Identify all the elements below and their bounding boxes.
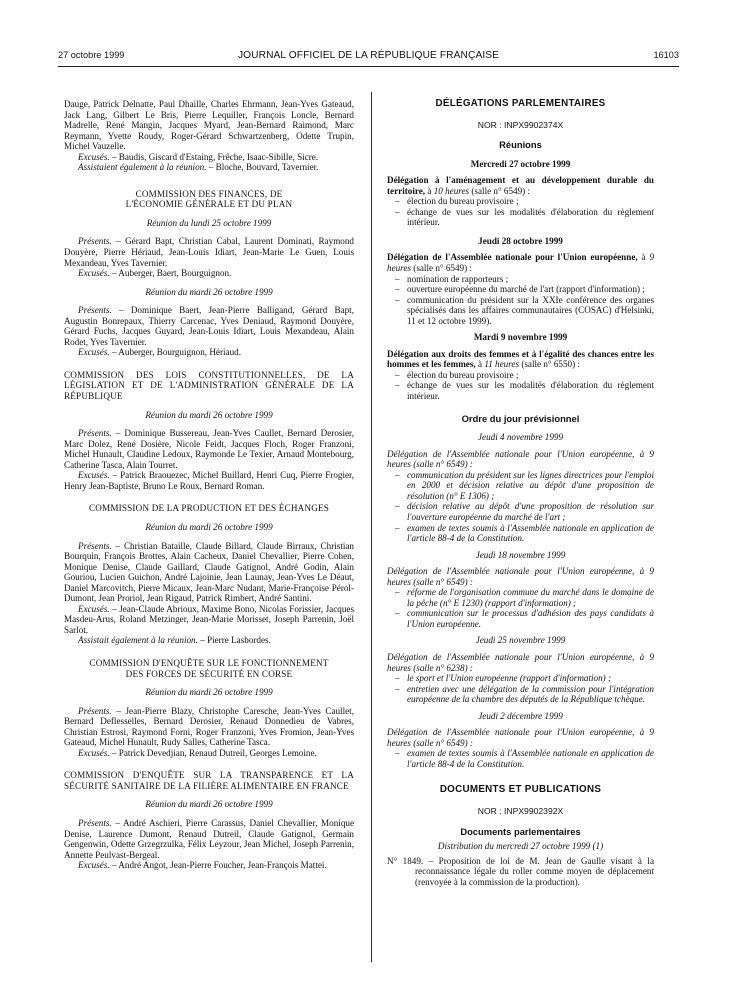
- agenda-item: – échange de vues sur les modalités d'élaboration du règlement intérieur.: [387, 380, 654, 401]
- lois-presents: Présents. – Dominique Bussereau, Jean-Yves Caullet, Bernard Derosier, Marc Dolez, René Dosière, Nicole Feidt, Jacques Floch, Roger Franzoni, Michel Hunault, Claudine Ledoux, Raymonde Le Texier, Arnaud Montebourg, Catherine Tasca, Alain Tourret.: [64, 428, 354, 470]
- agenda-item: – élection du bureau provisoire ;: [387, 196, 654, 207]
- odj-4-agenda: [387, 748, 654, 769]
- odj-3-agenda: [387, 673, 654, 705]
- finances-reunion-2: Réunion du mardi 26 octobre 1999: [145, 286, 273, 297]
- delegation-femmes-agenda: [387, 370, 654, 402]
- right-column: [387, 99, 654, 887]
- delegation-amenagement-agenda: [387, 196, 654, 228]
- agenda-item: – échange de vues sur les modalités d'élaboration du règlement intérieur.: [387, 207, 654, 228]
- agenda-item: – communication du président sur les lignes directrices pour l'emploi en 2000 et décision relative au dépôt d'une proposition de résolution (n° E 1306) ;: [387, 470, 654, 502]
- finances-presents-1: Présents. – Gérard Bapt, Christian Cabal, Laurent Dominati, Raymond Douyère, Pierre Hériaud, Jean-Louis Idiart, Jean-Marie Le Guen, Louis Mexandeau, Yves Tavernier.: [64, 236, 354, 268]
- finances-title: COMMISSION DES FINANCES, DE L'ÉCONOMIE GÉNÉRALE ET DU PLAN: [125, 188, 293, 210]
- finances-reunion-1: Réunion du lundi 25 octobre 1999: [146, 217, 272, 228]
- reunions-heading: Réunions: [499, 139, 542, 151]
- agenda-item: – examen de textes soumis à l'Assemblée nationale en application de l'article 88-4 de la Constitution.: [387, 748, 654, 769]
- distribution-line: Distribution du mercredi 27 octobre 1999 (1): [437, 841, 604, 852]
- alimentaire-presents: Présents. – André Aschieri, Pierre Carassus, Daniel Chevallier, Monique Denise, Laurence Dumont, Renaud Dutreil, Claude Gatignol, Germain Gengenwin, Odette Grzegrzulka, Félix Leyzour, Jean Michel, Joseph Parrenin, Annette Peulvast-Bergeal.: [64, 817, 354, 860]
- production-title: COMMISSION DE LA PRODUCTION ET DES ÉCHANGES: [88, 503, 330, 514]
- agenda-item: – ouverture européenne du marché de l'art (rapport d'information) ;: [387, 284, 654, 295]
- odj-2-title: Délégation de l'Assemblée nationale pour l'Union européenne, à 9 heures (salle n° 6549) :: [387, 566, 654, 587]
- date-jeudi-4-nov: Jeudi 4 novembre 1999: [477, 432, 564, 443]
- header-rule: [58, 66, 679, 67]
- documents-parlementaires-heading: Documents parlementaires: [460, 825, 581, 837]
- odj-4-title: Délégation de l'Assemblée nationale pour l'Union européenne, à 9 heures (salle n° 6549) :: [387, 727, 654, 748]
- date-mercredi-27: Mercredi 27 octobre 1999: [470, 158, 571, 169]
- lois-title: COMMISSION DES LOIS CONSTITUTIONNELLES, DE LA LÉGISLATION ET DE L'ADMINISTRATION GÉNÉRALE DE LA RÉPUBLIQUE: [64, 369, 354, 402]
- corse-presents: Présents. – Jean-Pierre Blazy, Christophe Caresche, Jean-Yves Caullet, Bernard Deflesselles, Bernard Derosier, Renaud Donnedieu de Vabres, Christian Estrosi, Raymond Forni, Roger Franzoni, Yves Fromion, Jean-Yves Gateaud, Michel Hunault, Rudy Salles, Catherine Tasca.: [64, 705, 354, 748]
- alimentaire-reunion: Réunion du mardi 26 octobre 1999: [145, 799, 273, 810]
- agenda-item: – élection du bureau provisoire ;: [387, 370, 654, 381]
- intro-paragraph: Dauge, Patrick Delnatte, Paul Dhaille, Charles Ehrmann, Jean-Yves Gateaud, Jack Lang, Gilbert Le Bris, Pierre Lequiller, François Loncle, Bernard Madrelle, René Mangin, Jacques Myard, Jean-Bernard Raimond, Marc Reymann, Yvette Roudy, Roger-Gérard Schwartzenberg, Odette Trupin, Michel Vauzelle.: [64, 99, 354, 152]
- agenda-item: – communication du président sur la XXIe conférence des organes spécialisés dans les affaires communautaires (COSAC) d'Helsinki, 11 et 12 octobre 1999).: [387, 295, 654, 327]
- odj-1-agenda: [387, 470, 654, 544]
- agenda-item: – entretien avec une délégation de la commission pour l'intégration européenne de la chambre des députés de la République tchèque.: [387, 684, 654, 705]
- delegation-ue: Délégation de l'Assemblée nationale pour l'Union européenne, à 9 heures (salle n° 6549) :: [387, 252, 654, 274]
- odj-3-title: Délégation de l'Assemblée nationale pour l'Union européenne, à 9 heures (salle n° 6238) :: [387, 651, 654, 673]
- agenda-item: – examen de textes soumis à l'Assemblée nationale en application de l'article 88-4 de la Constitution.: [387, 523, 654, 544]
- finances-presents-2: Présents. – Dominique Baert, Jean-Pierre Balligand, Gérard Bapt, Augustin Bonrepaux, Thierry Carcenac, Yves Deniaud, Raymond Douyère, Gérard Fuchs, Jacques Guyard, Jean-Louis Idiart, Louis Mexandeau, Alain Rodet, Yves Tavernier.: [64, 305, 354, 347]
- delegation-ue-agenda: [387, 274, 654, 327]
- production-reunion: Réunion du mardi 26 octobre 1999: [145, 521, 273, 532]
- agenda-item: – nomination de rapporteurs ;: [387, 274, 654, 285]
- intro-excuses: Excusés. – Baudis, Giscard d'Estaing, Frêche, Isaac-Sibille, Sicre.: [78, 151, 319, 162]
- production-assist: Assistait également à la réunion. – Pierre Lasbordes.: [78, 635, 271, 646]
- date-mardi-9: Mardi 9 novembre 1999: [473, 332, 568, 343]
- delegations-nor: NOR : INPX9902374X: [477, 119, 564, 130]
- agenda-item: – communication sur le processus d'adhésion des pays candidats à l'Union européenne.: [387, 608, 654, 629]
- column-divider: [371, 92, 372, 962]
- ordre-du-jour-heading: Ordre du jour prévisionnel: [461, 412, 580, 424]
- odj-1-title: Délégation de l'Assemblée nationale pour l'Union européenne, à 9 heures (salle n° 6549) :: [387, 448, 654, 470]
- documents-heading: DOCUMENTS ET PUBLICATIONS: [439, 784, 602, 796]
- date-jeudi-2-dec: Jeudi 2 décembre 1999: [478, 710, 563, 721]
- date-jeudi-18-nov: Jeudi 18 novembre 1999: [475, 549, 566, 560]
- corse-excuses: Excusés. – Patrick Devedjian, Renaud Dutreil, Georges Lemoine.: [78, 747, 317, 758]
- date-jeudi-25-nov: Jeudi 25 novembre 1999: [475, 635, 566, 646]
- odj-2-agenda: [387, 587, 654, 629]
- intro-assist: Assistaient également à la réunion. – Bloche, Bouvard, Tavernier.: [78, 162, 319, 173]
- production-presents: Présents. – Christian Bataille, Claude Billard, Claude Birraux, Christian Bourquin, François Brottes, Alain Cacheux, Daniel Chevallier, Pierre Cohen, Monique Denise, Claude Gaillard, Claude Gatignol, André Godin, Alain Gouriou, Lucien Guichon, André Lajoinie, Jean Launay, Jean-Yves Le Déaut, Daniel Marcovitch, Pierre Micaux, Jean-Marc Nudant, Marie-Françoise Pérol-Dumont, Jean Proriol, Jean Rigaud, Patrick Rimbert, André Santini.: [64, 540, 354, 604]
- date-jeudi-28: Jeudi 28 octobre 1999: [478, 235, 563, 246]
- documents-nor: NOR : INPX9902392X: [477, 805, 564, 816]
- delegation-amenagement: Délégation à l'aménagement et au développement durable du territoire, à 10 heures (salle n° 6549) :: [387, 175, 654, 196]
- agenda-item: – le sport et l'Union européenne (rapport d'information) ;: [387, 673, 654, 684]
- alimentaire-excuses: Excusés. – André Angot, Jean-Pierre Foucher, Jean-François Mattei.: [78, 860, 327, 871]
- left-column: [64, 99, 354, 871]
- lois-reunion: Réunion du mardi 26 octobre 1999: [145, 409, 273, 420]
- delegation-femmes: Délégation aux droits des femmes et à l'égalité des chances entre les hommes et les femmes, à 11 heures (salle n° 6550) :: [387, 348, 654, 370]
- finances-excuses-1: Excusés. – Auberger, Baert, Bourguignon.: [78, 268, 232, 279]
- page-header: [58, 50, 679, 66]
- agenda-item: – réforme de l'organisation commune du marché dans le domaine de la pêche (n° E 1230) (rapport d'information) ;: [387, 587, 654, 608]
- alimentaire-title: COMMISSION D'ENQUÊTE SUR LA TRANSPARENCE ET LA SÉCURITÉ SANITAIRE DE LA FILIÈRE ALIMENTAIRE EN FRANCE: [64, 770, 354, 791]
- delegations-heading: DÉLÉGATIONS PARLEMENTAIRES: [435, 98, 606, 109]
- document-item-1849: N° 1849. – Proposition de loi de M. Jean de Gaulle visant à la reconnaissance légale du roller comme moyen de déplacement (renvoyée à la commission de la production).: [387, 855, 654, 887]
- finances-excuses-2: Excusés. – Auberger, Bourguignon, Hériaud.: [78, 347, 242, 358]
- header-date: 27 octobre 1999: [58, 50, 125, 60]
- corse-reunion: Réunion du mardi 26 octobre 1999: [145, 687, 273, 698]
- production-excuses: Excusés. – Jean-Claude Abrioux, Maxime Bono, Nicolas Forissier, Jacques Masdeu-Arus, Roland Metzinger, Jean-Marie Morisset, Joseph Parrenin, Joël Sarlot.: [64, 603, 354, 635]
- journal-title: JOURNAL OFFICIEL DE LA RÉPUBLIQUE FRANÇAISE: [237, 50, 500, 61]
- page-number: 16103: [653, 50, 679, 60]
- lois-excuses: Excusés. – Patrick Braouezec, Michel Buillard, Henri Cuq, Pierre Frogier, Henry Jean-Baptiste, Bruno Le Roux, Bernard Roman.: [64, 470, 354, 491]
- agenda-item: – décision relative au dépôt d'une proposition de résolution sur l'ouverture européenne du marché de l'art ;: [387, 501, 654, 522]
- corse-title: COMMISSION D'ENQUÊTE SUR LE FONCTIONNEMENT DES FORCES DE SÉCURITÉ EN CORSE: [89, 657, 329, 679]
